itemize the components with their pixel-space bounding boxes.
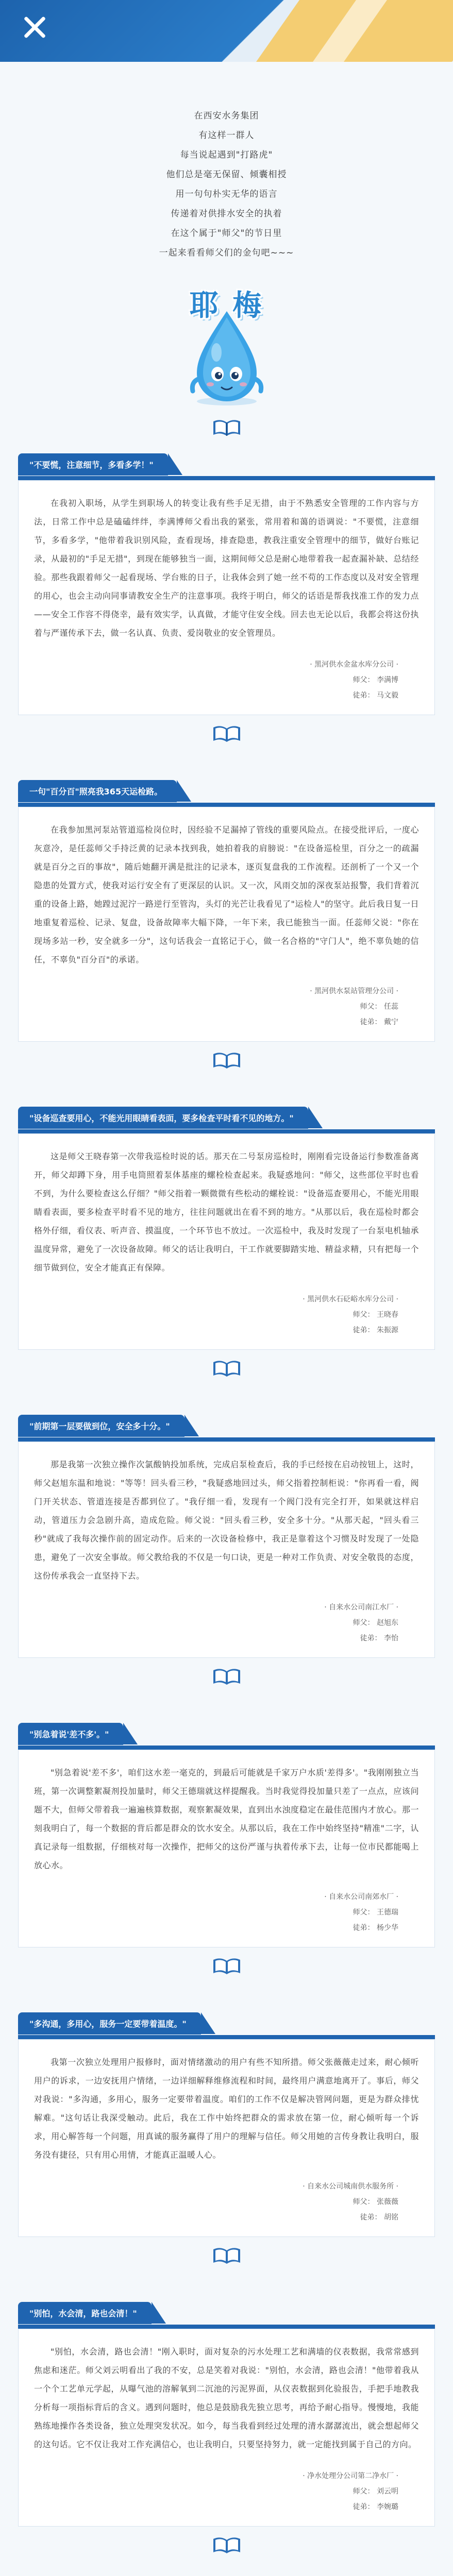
book-icon <box>211 1666 242 1687</box>
section-title: "前期第一层要做到位，安全多十分。" <box>18 1415 184 1437</box>
intro-line: 传递着对供排水安全的执着 <box>171 209 282 219</box>
quote-body: 在我初入职场，从学生到职场人的转变让我有些手足无措，由于不熟悉安全管理的工作内容与方法，日常工作中总是磕磕绊绊，李满博师父看出我的紧张，常用着和蔼的语调说："不要慌，注意细节，多看多学，"他带着我识别风险，查看现场，排查隐患，教我注重安全管理中的细节，做好台账记录，从最初的"手足无措"，到现在能够独当一面，这期间师父总是耐心地带着我一起查漏补缺、总结经验。那些我跟着师父一起看现场、学台账的日子，让我体会到了她一丝不苟的工作态度以及对安全管理的用心，也会主动向同事请教安全生产的注意事项。我终于明白，师父的话语是帮我找准工作的发力点——安全工作容不得侥幸，最有效实学，认真做，才能守住安全线。回去也无论以后，我都会将这份执着与严谨传承下去，做一名认真、负责、爱岗敬业的安全管理员。 <box>34 498 419 638</box>
signature-unit: · 黑河供水石砭峪水库分公司 · <box>303 1295 398 1303</box>
signature-student: 徒弟： 戴宁 <box>360 1018 398 1026</box>
book-icon <box>211 2245 242 2266</box>
section-bar <box>18 2035 435 2039</box>
section-title: "设备巡查要用心，不能光用眼睛看表面，要多检查平时看不见的地方。" <box>18 1107 308 1129</box>
quote-card <box>18 2039 435 2237</box>
signature <box>34 2468 419 2515</box>
quote-card <box>18 1750 435 1947</box>
signature <box>34 1889 419 1936</box>
quote-body: 那是我第一次独立操作次氯酸钠投加系统，完成启泵检查后，我的手已经按在启动按钮上，这时，师父赵旭东温和地说："等等！回头看三秒，"我疑惑地回过头，师父指着控制柜说："你再看一看，阀门开关状态、管道连接是否都到位了。"我仔细一看，发现有一个阀门没有完全打开，如果就这样启动，管道压力会急剧升高，造成危险。师父说："回头看三秒，安全多十分。"从那天起，"回头看三秒"就成了我每次操作前的固定动作。后来的一次设备检修中，我正是靠着这个习惯及时发现了一处隐患，避免了一次安全事故。师父教给我的不仅是一句口诀，更是一种对工作负责、对安全敬畏的态度，这份传承我会一直坚持下去。 <box>34 1460 419 1581</box>
intro-line: 有这样一群人 <box>198 130 255 141</box>
quote-section <box>0 453 453 744</box>
book-icon <box>211 1050 242 1071</box>
signature-unit: · 自来水公司南郊水厂 · <box>324 1893 398 1901</box>
quote-section <box>0 2012 453 2266</box>
quote-body: 这是师父王晓春第一次带我巡检时说的话。那天在二号泵房巡检时，刚刚看完设备运行参数准备离开，师父却蹲下身，用手电筒照着泵体基座的螺栓检查起来。我疑惑地问："师父，这些部位平时也看不到，为什么要检查这么仔细？"师父指着一颗微微有些松动的螺栓说："设备巡查要用心，不能光用眼睛看表面，要多检查平时看不见的地方，往往问题就出在看不到的地方。"从那以后，我在巡检时都会格外仔细，看仪表、听声音、摸温度，一个环节也不放过。一次巡检中，我及时发现了一台泵电机轴承温度异常，避免了一次设备故障。师父的话让我明白，干工作就要脚踏实地、精益求精，只有把每一个细节做到位，安全才能真正有保障。 <box>34 1151 419 1273</box>
intro-line: 在西安水务集团 <box>194 111 259 121</box>
section-title: 一句"百分百"照亮我365天运检路。 <box>18 780 177 802</box>
signature-student: 徒弟： 马文毅 <box>353 691 398 700</box>
signature-master: 师父： 赵旭东 <box>353 1619 398 1627</box>
quote-section <box>0 780 453 1071</box>
signature-master: 师父： 刘云明 <box>353 2487 398 2496</box>
quote-section <box>0 1107 453 1379</box>
signature-student: 徒弟： 朱振源 <box>353 1326 398 1334</box>
book-icon <box>211 1956 242 1976</box>
signature-master: 师父： 任蕊 <box>360 1003 398 1011</box>
signature-unit: · 净水处理分公司第二净水厂 · <box>303 2472 398 2480</box>
section-bar <box>18 2325 435 2329</box>
section-bar <box>18 476 435 480</box>
signature-unit: · 黑河供水金盆水库分公司 · <box>310 660 398 669</box>
signature-unit: · 自来水公司城南供水服务所 · <box>303 2182 398 2191</box>
quote-card <box>18 807 435 1042</box>
quote-body: "别怕，水会清，路也会清！"刚入职时，面对复杂的污水处理工艺和满墙的仪表数据，我常常感到焦虑和迷茫。师父刘云明看出了我的不安，总是笑着对我说："别怕，水会清，路也会清！"他带着我从一个个工艺单元学起，从曝气池的溶解氧到二沉池的污泥界面，从仪表数据到化验报告，手把手地教我分析每一项指标背后的含义。遇到问题时，他总是鼓励我先独立思考，再给予耐心指导。慢慢地，我能熟练地操作各类设备，独立处理突发状况。如今，每当我看到经过处理的清水潺潺流出，就会想起师父的这句话。它不仅让我对工作充满信心，也让我明白，只要坚持努力，就一定能找到属于自己的方向。 <box>34 2347 419 2449</box>
signature <box>34 657 419 703</box>
water-drop-mascot <box>170 275 283 409</box>
quote-card <box>18 480 435 715</box>
signature <box>34 984 419 1030</box>
close-icon[interactable] <box>23 15 46 39</box>
quote-section <box>0 1723 453 1976</box>
quote-section <box>0 2302 453 2555</box>
quote-section <box>0 1415 453 1687</box>
quote-card <box>18 1133 435 1350</box>
book-icon <box>211 1358 242 1379</box>
intro-line: 每当说起遇到"打路虎" <box>180 150 273 160</box>
signature-student: 徒弟： 杨少华 <box>353 1924 398 1932</box>
signature-unit: · 黑河供水泵站管理分公司 · <box>310 987 398 995</box>
quote-body: "别急着说'差不多'，咱们这水差一毫克的，到最后可能就是千家万户水质'差得多'。"我刚刚独立当班，第一次调整絮凝剂投加量时，师父王德瑞就这样提醒我。当时我觉得投加量只差了一点点，应该问题不大，但师父带着我一遍遍核算数据，观察絮凝效果，直到出水浊度稳定在最佳范围内才放心。那一刻我明白了，每一个数据的背后都是群众的饮水安全。从那以后，我在工作中始终坚持"精准"二字，认真记录每一组数据，仔细核对每一次操作，把师父的这份严谨与执着传承下去，让每一位市民都能喝上放心水。 <box>34 1768 419 1870</box>
signature-student: 徒弟： 李婉璐 <box>353 2503 398 2511</box>
section-title: "不要慌，注意细节，多看多学！" <box>18 453 168 476</box>
mascot-title: 耶 梅 <box>189 289 264 323</box>
signature <box>34 2179 419 2225</box>
book-icon <box>211 2535 242 2555</box>
section-title: "多沟通，多用心，服务一定要带着温度。" <box>18 2012 201 2035</box>
intro-line: 一起来看看师父们的金句吧~~~ <box>159 248 294 258</box>
intro-line: 他们总是毫无保留、倾囊相授 <box>166 170 287 180</box>
intro <box>0 62 453 409</box>
signature-master: 师父： 张薇薇 <box>353 2198 398 2206</box>
signature-master: 师父： 王晓春 <box>353 1311 398 1319</box>
section-bar <box>18 1129 435 1133</box>
signature-master: 师父： 李满博 <box>353 676 398 684</box>
signature-student: 徒弟： 李怡 <box>360 1634 398 1642</box>
section-bar <box>18 1437 435 1442</box>
book-icon <box>211 417 242 438</box>
quote-card <box>18 1442 435 1658</box>
section-bar <box>18 1745 435 1750</box>
section-bar <box>18 803 435 807</box>
intro-line: 在这个属于"师父"的节日里 <box>171 228 282 239</box>
section-title: "别怕，水会清，路也会清！" <box>18 2302 152 2324</box>
header-banner <box>0 0 453 62</box>
signature <box>34 1292 419 1338</box>
book-icon <box>211 723 242 744</box>
signature-unit: · 自来水公司南江水厂 · <box>324 1603 398 1612</box>
quote-card <box>18 2329 435 2527</box>
intro-line: 用一句句朴实无华的语言 <box>175 189 278 199</box>
quote-body: 在我参加黑河泵站管道巡检岗位时，因经验不足漏掉了管线的重要风险点。在接受批评后，一度心灰意冷，是任蕊师父手持泛黄的记录本找到我，她拍着我的肩膀说："在设备巡检里，百分之一的疏漏就是百分之百的事故"，随后她翻开满是批注的记录本，逐页复盘我的工作流程。还剖析了一个又一个隐患的处置方式，使我对运行安全有了更深层的认识。又一次，风雨交加的深夜泵站报警，我们背着沉重的设备上路，她蹚过泥泞一路逆行至管沟，头灯的光芒让我看见了"运检人"的坚守。此后我日复一日地重复着巡检、记录、复盘，设备故障率大幅下降，一年下来，我已能独当一面。任蕊师父说："你在现场多站一秒，安全就多一分"，这句话我会一直铭记于心，做一名合格的"守门人"，绝不辜负她的信任，不辜负"百分百"的承诺。 <box>34 825 419 964</box>
signature-student: 徒弟： 胡铭 <box>360 2213 398 2222</box>
quote-body: 我第一次独立处理用户报修时，面对情绪激动的用户有些不知所措。师父张薇薇走过来，耐心倾听用户的诉求，一边安抚用户情绪，一边详细解释维修流程和时间，最终用户满意地离开了。事后，师父对我说："多沟通，多用心，服务一定要带着温度。咱们的工作不仅是解决管网问题，更是为群众排忧解难。"这句话让我深受触动。此后，我在工作中始终把群众的需求放在第一位，耐心倾听每一个诉求，用心解答每一个问题，用真诚的服务赢得了用户的理解与信任。师父用她的言传身教让我明白，服务没有捷径，只有用心用情，才能真正温暖人心。 <box>34 2057 419 2160</box>
section-title: "别急着说'差不多'。" <box>18 1723 123 1745</box>
signature <box>34 1600 419 1646</box>
signature-master: 师父： 王德瑞 <box>353 1908 398 1917</box>
